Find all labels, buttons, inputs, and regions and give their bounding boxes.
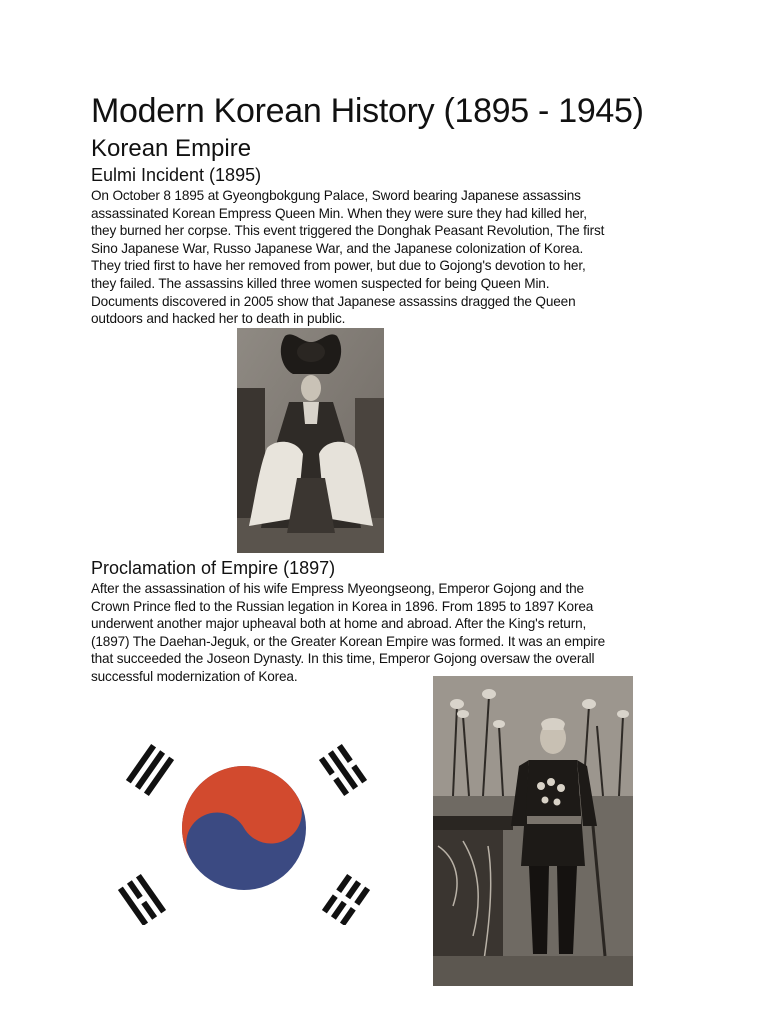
- paragraph-line: that succeeded the Joseon Dynasty. In this time, Emperor Gojong oversaw the overall: [91, 651, 595, 667]
- paragraph-line: They tried first to have her removed from power, but due to Gojong's devotion to her,: [91, 258, 586, 274]
- paragraph-line: underwent another major upheaval both at home and abroad. After the King's return,: [91, 616, 587, 632]
- paragraph-line: they failed. The assassins killed three women suspected for being Queen Min.: [91, 275, 550, 291]
- section-heading-proclamation-of-empire: Proclamation of Empire (1897): [91, 558, 336, 578]
- queen-min-portrait-photo: [237, 328, 384, 553]
- page-title: Modern Korean History (1895 - 1945): [91, 92, 644, 130]
- page-subtitle: Korean Empire: [91, 135, 252, 162]
- paragraph-line: Documents discovered in 2005 show that Japanese assassins dragged the Queen: [91, 293, 576, 309]
- paragraph-line: On October 8 1895 at Gyeongbokgung Palace, Sword bearing Japanese assassins: [91, 188, 581, 203]
- paragraph-line: successful modernization of Korea.: [91, 668, 298, 684]
- paragraph-line: Crown Prince fled to the Russian legation in Korea in 1896. From 1895 to 1897 Korea: [91, 598, 594, 614]
- paragraph-line: assassinated Korean Empress Queen Min. When they were sure they had killed her,: [91, 205, 587, 221]
- section-heading-eulmi-incident: Eulmi Incident (1895): [91, 165, 262, 185]
- paragraph-line: Sino Japanese War, Russo Japanese War, and the Japanese colonization of Korea.: [91, 240, 584, 256]
- paragraph-line: After the assassination of his wife Empress Myeongseong, Emperor Gojong and the: [91, 581, 584, 596]
- section-paragraph-eulmi-incident: [91, 187, 691, 328]
- paragraph-line: they burned her corpse. This event triggered the Donghak Peasant Revolution, The first: [91, 223, 605, 239]
- paragraph-line: (1897) The Daehan-Jeguk, or the Greater Korean Empire was formed. It was an empire: [91, 633, 606, 649]
- paragraph-line: outdoors and hacked her to death in public.: [91, 311, 346, 327]
- section-paragraph-proclamation-of-empire: [91, 580, 691, 686]
- emperor-gojong-portrait-photo: [433, 676, 633, 986]
- taegeukgi-flag-image: [110, 735, 380, 925]
